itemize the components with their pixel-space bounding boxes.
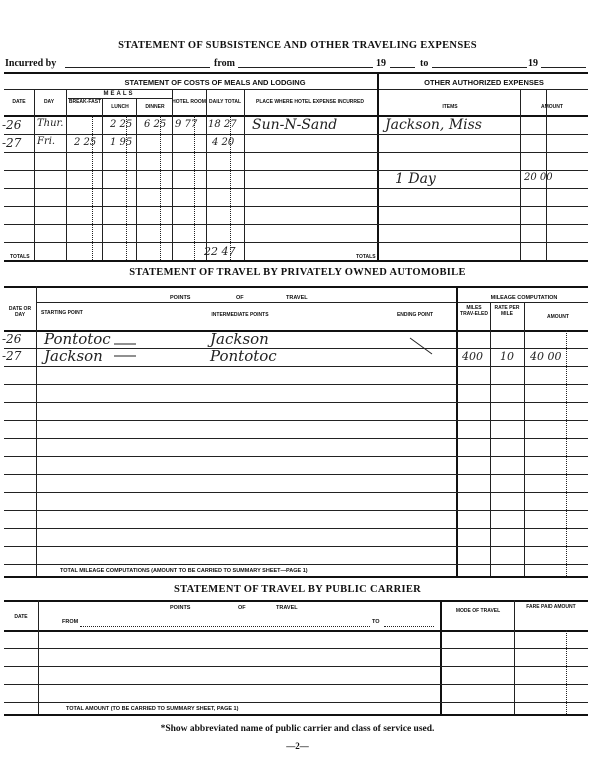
meals-vline	[520, 90, 521, 260]
from-line[interactable]	[238, 67, 373, 68]
carrier-points-label: POINTS	[170, 605, 191, 611]
col-meals-header: MEALS	[103, 91, 135, 97]
from-label: from	[214, 58, 235, 69]
page-title: STATEMENT OF SUBSISTENCE AND OTHER TRAVELING EXPENSES	[118, 40, 477, 51]
meals-vline	[66, 90, 67, 260]
carrier-row-line	[4, 648, 588, 649]
meals-row-line	[4, 134, 588, 135]
auto-vline	[36, 286, 37, 576]
meals-row1-items[interactable]: Jackson, Miss	[385, 117, 482, 133]
meals-row1-date[interactable]: -26	[2, 118, 22, 132]
auto-row1-intermediate[interactable]: Jackson	[210, 330, 269, 348]
meals-vline	[102, 98, 103, 260]
auto-row2-start[interactable]: Jackson	[44, 347, 103, 365]
auto-col-miles: MILES TRAV-ELED	[460, 305, 488, 317]
meals-vline	[136, 98, 137, 260]
auto-row-line	[4, 420, 588, 421]
carrier-section-title: STATEMENT OF TRAVEL BY PUBLIC CARRIER	[173, 584, 422, 595]
meals-totals-line	[4, 260, 588, 262]
carrier-from-label: FROM	[62, 619, 79, 625]
auto-vline	[524, 302, 525, 576]
mileage-computation-label: MILEAGE COMPUTATION	[490, 295, 558, 301]
auto-row-line	[4, 492, 588, 493]
auto-row-line	[4, 546, 588, 547]
auto-row-line	[4, 528, 588, 529]
daily-total-sum[interactable]: 22 47	[204, 245, 236, 258]
meals-vline	[172, 90, 173, 260]
col-hotel-header: HOTEL ROOM	[172, 99, 206, 105]
to-label: to	[420, 58, 429, 69]
meals-table-top	[4, 72, 588, 74]
auto-row-line	[4, 474, 588, 475]
auto-table-top	[4, 286, 588, 288]
carrier-header-bottom	[4, 630, 588, 632]
auto-vline	[490, 302, 491, 576]
carrier-of-label: OF	[238, 605, 246, 611]
meals-title-rule	[4, 89, 588, 90]
meals-row-line	[4, 242, 588, 243]
auto-row2-intermediate[interactable]: Pontotoc	[210, 347, 277, 365]
meals-section-title: STATEMENT OF COSTS OF MEALS AND LODGING	[124, 78, 306, 87]
meals-row1-place[interactable]: Sun-N-Sand	[252, 117, 338, 133]
carrier-from-line[interactable]	[80, 626, 370, 627]
carrier-row-line	[4, 684, 588, 685]
meals-row1-hotel[interactable]: 9 77	[175, 119, 198, 130]
auto-col-date: DATE OR DAY	[8, 306, 32, 318]
auto-row-line	[4, 564, 588, 565]
carrier-to-label: TO	[372, 619, 380, 625]
auto-row1-date[interactable]: -26	[2, 332, 22, 346]
col-items-header: ITEMS	[442, 104, 458, 110]
to-line[interactable]	[432, 67, 527, 68]
col-date-header: DATE	[12, 99, 26, 105]
from-year-line[interactable]	[390, 67, 415, 68]
footer-note: *Show abbreviated name of public carrier and class of service used.	[160, 724, 435, 734]
auto-section-title: STATEMENT OF TRAVEL BY PRIVATELY OWNED AUTOMOBILE	[129, 267, 466, 278]
auto-total-line: TOTAL MILEAGE COMPUTATIONS (AMOUNT TO BE CARRIED TO SUMMARY SHEET—PAGE 1)	[60, 568, 308, 574]
meals-vline-divider	[377, 72, 379, 260]
carrier-to-line[interactable]	[384, 626, 434, 627]
auto-row2-miles[interactable]: 400	[462, 350, 483, 363]
auto-of-label: OF	[236, 295, 244, 301]
incurred-by-label: Incurred by	[5, 58, 57, 69]
meals-row-line	[4, 224, 588, 225]
carrier-col-fare: FARE PAID AMOUNT	[526, 604, 576, 610]
auto-totals-line	[4, 576, 588, 578]
meals-row2-date[interactable]: -27	[2, 136, 22, 150]
meals-vline	[206, 90, 207, 260]
meals-row-line	[4, 170, 588, 171]
meals-row1-lunch[interactable]: 2 25	[110, 119, 133, 130]
meals-row-line	[4, 152, 588, 153]
carrier-vline	[38, 600, 39, 714]
totals-left-label: TOTALS	[10, 254, 30, 260]
auto-row-line	[4, 402, 588, 403]
year-label-b: 19	[528, 58, 538, 69]
meals-row2-lunch[interactable]: 1 95	[110, 137, 133, 148]
auto-sub-rule	[36, 302, 588, 303]
auto-row-line	[4, 510, 588, 511]
meals-row-line	[4, 206, 588, 207]
meals-row2-day[interactable]: Fri.	[37, 136, 56, 147]
carrier-row-line	[4, 702, 588, 703]
auto-row-line	[4, 438, 588, 439]
other-expenses-title: OTHER AUTHORIZED EXPENSES	[424, 78, 544, 87]
auto-col-ending: ENDING POINT	[396, 312, 434, 318]
year-label-a: 19	[376, 58, 386, 69]
to-year-line[interactable]	[541, 67, 586, 68]
meals-row3-amount[interactable]: 20 00	[524, 172, 553, 183]
meals-row1-daily[interactable]: 18 27	[208, 119, 237, 130]
col-breakfast-header: BREAK-FAST	[68, 99, 102, 105]
auto-travel-label: TRAVEL	[286, 295, 308, 301]
col-place-header: PLACE WHERE HOTEL EXPENSE INCURRED	[256, 99, 364, 105]
carrier-col-mode: MODE OF TRAVEL	[455, 608, 501, 614]
checkmark-stroke	[408, 336, 434, 356]
auto-row2-date[interactable]: -27	[2, 349, 22, 363]
auto-row-line	[4, 384, 588, 385]
carrier-col-date: DATE	[14, 614, 28, 620]
col-dinner-header: DINNER	[145, 104, 165, 110]
auto-row-line	[4, 456, 588, 457]
carrier-table-top	[4, 600, 588, 602]
incurred-by-line[interactable]	[65, 67, 210, 68]
meals-vline	[244, 90, 245, 260]
carrier-row-line	[4, 666, 588, 667]
auto-col-start: STARTING POINT	[41, 310, 83, 316]
auto-row2-amount[interactable]: 40 00	[530, 350, 562, 363]
col-amount-header: AMOUNT	[541, 104, 563, 110]
col-lunch-header: LUNCH	[111, 104, 129, 110]
auto-col-amount: AMOUNT	[547, 314, 569, 320]
meals-row2-breakfast[interactable]: 2 25	[74, 137, 97, 148]
carrier-totals-line	[4, 714, 588, 716]
meals-row2-daily[interactable]: 4 20	[212, 137, 235, 148]
page-number: —2—	[286, 741, 309, 751]
carrier-vline-divider	[440, 600, 442, 714]
carrier-vline	[514, 600, 515, 714]
totals-right-label: TOTALS	[356, 254, 376, 260]
meals-vline	[34, 90, 35, 260]
auto-row2-rate[interactable]: 10	[500, 350, 514, 363]
auto-col-intermediate: INTERMEDIATE POINTS	[211, 312, 269, 318]
meals-row3-items[interactable]: 1 Day	[395, 171, 436, 187]
auto-points-label: POINTS	[170, 295, 191, 301]
meals-row1-dinner[interactable]: 6 25	[144, 119, 167, 130]
auto-row1-start[interactable]: Pontotoc	[44, 330, 111, 348]
meals-row1-day[interactable]: Thur.	[37, 118, 64, 129]
dash-stroke	[112, 338, 142, 358]
meals-row-line	[4, 188, 588, 189]
auto-row-line	[4, 366, 588, 367]
col-daily-header: DAILY TOTAL	[208, 99, 242, 105]
auto-col-rate: RATE PER MILE	[494, 305, 520, 317]
auto-vline-divider	[456, 286, 458, 576]
carrier-total-line: TOTAL AMOUNT (TO BE CARRIED TO SUMMARY SHEET, PAGE 1)	[66, 706, 239, 712]
carrier-travel-label: TRAVEL	[276, 605, 298, 611]
col-day-header: DAY	[43, 99, 55, 105]
